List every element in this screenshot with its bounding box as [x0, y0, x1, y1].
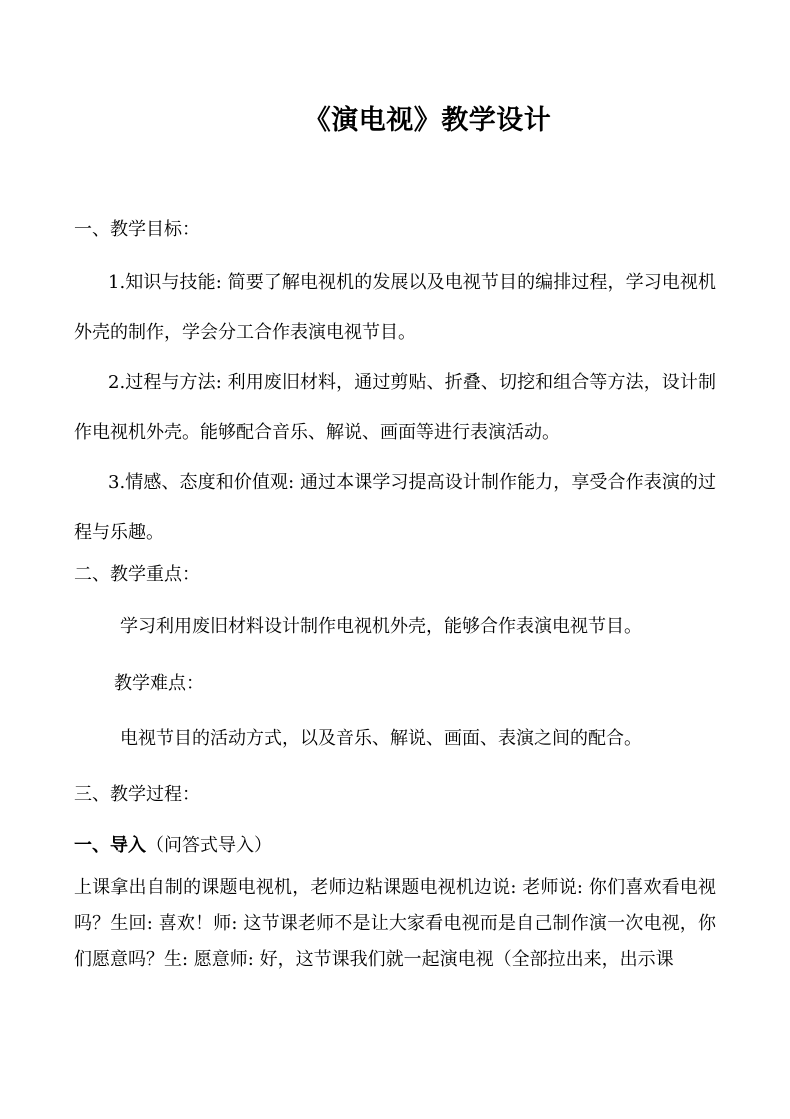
difficulty-label: 教学难点： — [114, 673, 204, 694]
section-heading-key-points: 二、教学重点： — [74, 564, 200, 585]
process-intro-body: 上课拿出自制的课题电视机，老师边粘课题电视机边说: 老师说: 你们喜欢看电视吗？生回: 喜欢！师: 这节课老师不是让大家看电视而是自己制作演一次电视，你们愿意吗？生: 愿意师: 好，这节课我们就一起演电视（全部拉出来，出示课 — [74, 877, 716, 970]
key-point-text: 学习利用废旧材料设计制作电视机外壳，能够合作表演电视节目。 — [120, 616, 642, 637]
section-heading-process: 三、教学过程： — [74, 784, 200, 805]
sub-heading-bold: 一、导入 — [74, 835, 146, 856]
section-heading-objectives: 一、教学目标： — [74, 219, 200, 240]
sub-heading-note: （问答式导入） — [146, 835, 272, 856]
document-title: 《演电视》教学设计 — [303, 105, 552, 136]
objective-item-1: 1.知识与技能: 简要了解电视机的发展以及电视节目的编排过程，学习电视机外壳的制作，学会分工合作表演电视节目。 — [74, 272, 716, 343]
process-sub-heading — [74, 835, 272, 857]
objective-item-3: 3.情感、态度和价值观: 通过本课学习提高设计制作能力，享受合作表演的过程与乐趣。 — [74, 472, 716, 543]
objective-item-2: 2.过程与方法: 利用废旧材料，通过剪贴、折叠、切挖和组合等方法，设计制作电视机外壳。能够配合音乐、解说、画面等进行表演活动。 — [74, 372, 716, 443]
difficulty-text: 电视节目的活动方式，以及音乐、解说、画面、表演之间的配合。 — [120, 728, 642, 749]
